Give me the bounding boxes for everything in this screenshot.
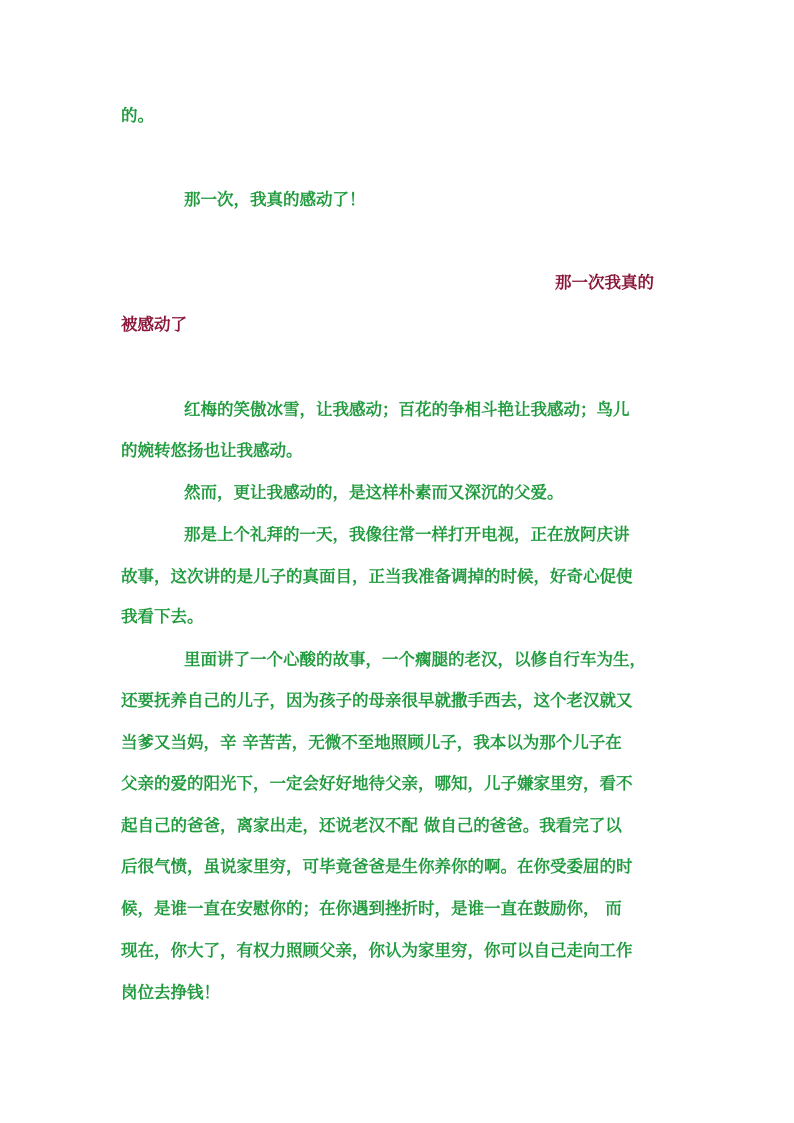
- text-line: [0, 395, 794, 425]
- paragraph-line: 我看下去。: [121, 607, 204, 626]
- text-line: [0, 728, 794, 758]
- fragment-top: 的。: [121, 106, 154, 125]
- paragraph-line: 红梅的笑傲冰雪，让我感动；百花的争相斗艳让我感动；鸟儿: [184, 400, 630, 419]
- text-line: [0, 686, 794, 716]
- paragraph-line: 的婉转悠扬也让我感动。: [121, 441, 303, 460]
- paragraph-line: 岗位去挣钱！: [121, 983, 220, 1002]
- text-line: [0, 602, 794, 632]
- text-line: [0, 936, 794, 966]
- paragraph-line: 候，是谁一直在安慰你的；在你遇到挫折时，是谁一直在鼓励你， 而: [121, 899, 622, 918]
- paragraph-line: 那是上个礼拜的一天，我像往常一样打开电视，正在放阿庆讲: [184, 525, 630, 544]
- title-part2: 被感动了: [121, 315, 187, 334]
- text-line: [0, 520, 794, 550]
- text-line: [0, 894, 794, 924]
- text-line: [0, 645, 794, 675]
- text-line: [0, 852, 794, 882]
- paragraph-line: 父亲的爱的阳光下，一定会好好地待父亲，哪知，儿子嫌家里穷，看不: [121, 774, 633, 793]
- title-part1: 那一次我真的: [555, 273, 654, 292]
- paragraph-line: 还要抚养自己的儿子，因为孩子的母亲很早就撒手西去，这个老汉就又: [121, 691, 633, 710]
- text-line: [0, 185, 794, 215]
- paragraph-line: 后很气愤，虽说家里穷，可毕竟爸爸是生你养你的啊。在你受委屈的时: [121, 857, 633, 876]
- text-line: [0, 478, 794, 508]
- text-line: [0, 811, 794, 841]
- paragraph-line: 里面讲了一个心酸的故事，一个瘸腿的老汉，以修自行车为生，: [184, 650, 646, 669]
- paragraph-line: 起自己的爸爸，离家出走，还说老汉不配 做自己的爸爸。我看完了以: [121, 816, 622, 835]
- paragraph-line: 当爹又当妈，辛 辛苦苦，无微不至地照顾儿子，我本以为那个儿子在: [121, 733, 622, 752]
- text-line: [0, 436, 794, 466]
- paragraph-line: 故事，这次讲的是儿子的真面目，正当我准备调掉的时候，好奇心促使: [121, 567, 633, 586]
- text-line: [0, 978, 794, 1008]
- text-line: [0, 101, 794, 131]
- text-line: [0, 562, 794, 592]
- title-line: [0, 310, 794, 340]
- text-line: [0, 769, 794, 799]
- title-line: [0, 268, 794, 298]
- paragraph-line: 现在，你大了，有权力照顾父亲，你认为家里穷，你可以自己走向工作: [121, 941, 633, 960]
- paragraph-line: 然而，更让我感动的，是这样朴素而又深沉的父爱。: [184, 483, 564, 502]
- intro-line: 那一次，我真的感动了！: [184, 190, 366, 209]
